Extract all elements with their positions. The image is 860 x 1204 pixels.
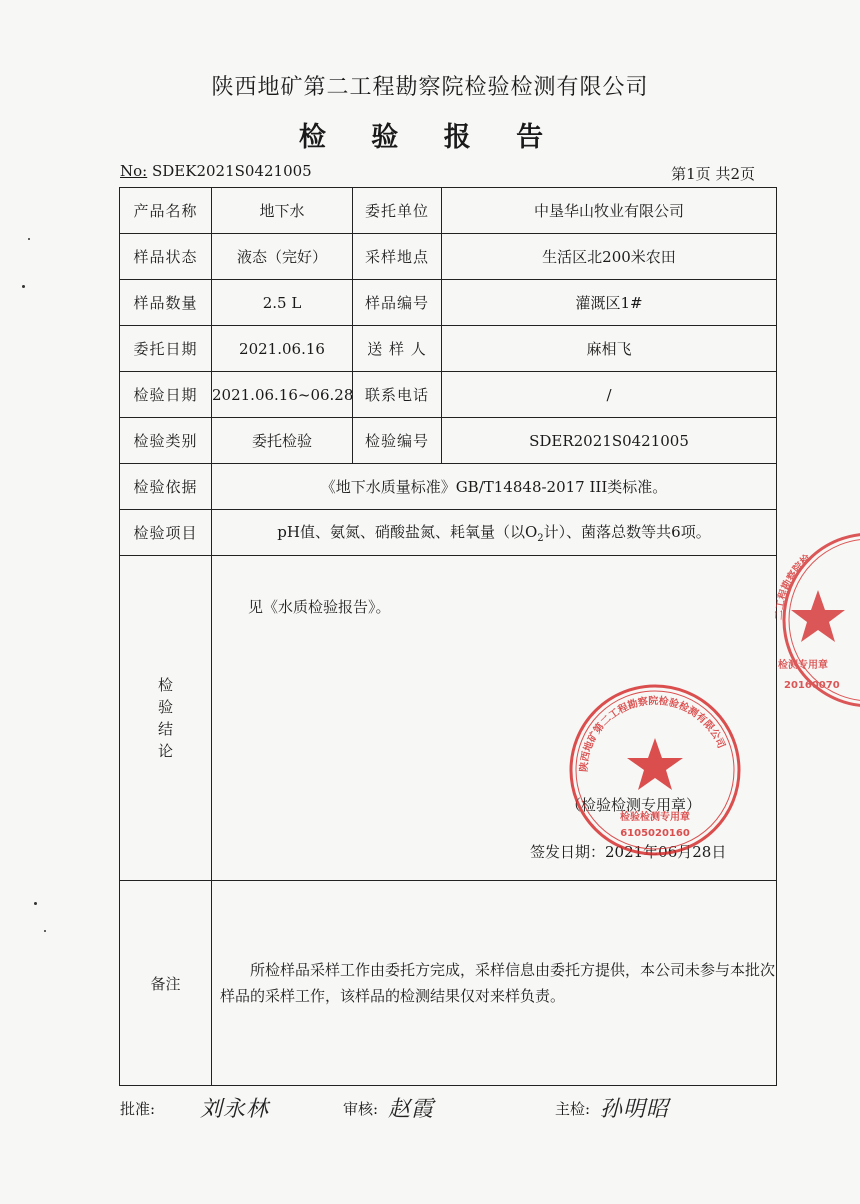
approve-label: 批准:	[120, 1100, 156, 1118]
product-name-value: 地下水	[212, 188, 353, 234]
items-subscript: 2	[537, 533, 544, 544]
chief-signature: 孙明昭	[600, 1097, 670, 1122]
test-date-label: 检验日期	[120, 372, 212, 418]
remarks-text: 所检样品采样工作由委托方完成，采样信息由委托方提供，本公司未参与本批次样品的采样工作，该样品的检测结果仅对来样负责。	[220, 961, 776, 1005]
scan-speck	[22, 285, 25, 288]
conclusion-char: 结	[157, 720, 173, 738]
test-date-value: 2021.06.16~06.28	[212, 372, 353, 418]
table-row	[120, 326, 777, 372]
remarks-content	[212, 881, 777, 1086]
contact-label: 联系电话	[353, 372, 442, 418]
side-seal-ring-text	[773, 551, 814, 621]
table-row	[120, 188, 777, 234]
report-number	[120, 162, 312, 180]
seal-caption: （检验检测专用章）	[566, 796, 702, 814]
basis-value: 《地下水质量标准》GB/T14848-2017 III类标准。	[212, 464, 777, 510]
client-label: 委托单位	[353, 188, 442, 234]
contact-value: /	[442, 372, 777, 418]
commission-date-label: 委托日期	[120, 326, 212, 372]
report-table	[119, 187, 777, 1086]
sample-state-value: 液态（完好）	[212, 234, 353, 280]
items-text-before: pH值、氨氮、硝酸盐氮、耗氧量（以O	[277, 523, 538, 541]
star-icon	[791, 590, 845, 642]
conclusion-char: 验	[157, 698, 173, 716]
sample-no-label: 样品编号	[353, 280, 442, 326]
side-seal-ring-textpath: 二工程勘察院检	[773, 552, 814, 621]
conclusion-char: 论	[157, 742, 173, 760]
test-type-label: 检验类别	[120, 418, 212, 464]
conclusion-label	[120, 556, 212, 881]
conclusion-label-text	[156, 674, 176, 762]
sample-qty-value: 2.5 L	[212, 280, 353, 326]
client-value: 中垦华山牧业有限公司	[442, 188, 777, 234]
sampling-site-label: 采样地点	[353, 234, 442, 280]
seal-ring-textpath: 陕西地矿第二工程勘察院检验检测有限公司	[578, 695, 727, 773]
conclusion-char: 检	[157, 676, 173, 694]
test-type-value: 委托检验	[212, 418, 353, 464]
remarks-label: 备注	[120, 881, 212, 1086]
issue-date: 签发日期：2021年06月28日	[530, 843, 727, 861]
sample-qty-label: 样品数量	[120, 280, 212, 326]
product-name-label: 产品名称	[120, 188, 212, 234]
items-value	[212, 510, 777, 556]
basis-label: 检验依据	[120, 464, 212, 510]
scan-speck	[28, 238, 30, 240]
commission-date-value: 2021.06.16	[212, 326, 353, 372]
conclusion-text: 见《水质检验报告》。	[248, 598, 391, 616]
chief-label: 主检:	[555, 1100, 591, 1118]
sample-no-value: 灌溉区1#	[442, 280, 777, 326]
page-info: 第1页 共2页	[671, 165, 755, 183]
table-row	[120, 464, 777, 510]
review-signature: 赵霞	[388, 1097, 435, 1122]
table-row	[120, 372, 777, 418]
table-row	[120, 280, 777, 326]
side-seal-bottom-text: 检测专用章	[778, 660, 828, 671]
seal-code-text: 6105020160	[620, 828, 690, 839]
scan-speck	[34, 902, 37, 905]
sampling-site-value: 生活区北200米农田	[442, 234, 777, 280]
document-title: 检 验 报 告	[298, 122, 562, 153]
table-row	[120, 418, 777, 464]
report-number-label: No:	[120, 162, 148, 180]
seal-bottom-text: 检验检测专用章	[620, 812, 690, 823]
approve-signature: 刘永林	[200, 1097, 270, 1122]
sender-label: 送 样 人	[353, 326, 442, 372]
review-label: 审核:	[343, 1100, 379, 1118]
inspection-seal-stamp	[565, 680, 745, 860]
side-seal-code-text: 20160070	[784, 680, 840, 691]
table-row	[120, 234, 777, 280]
items-label: 检验项目	[120, 510, 212, 556]
scan-speck	[44, 930, 46, 932]
table-row	[120, 510, 777, 556]
test-no-value: SDER2021S0421005	[442, 418, 777, 464]
sender-value: 麻相飞	[442, 326, 777, 372]
test-no-label: 检验编号	[353, 418, 442, 464]
company-name: 陕西地矿第二工程勘察院检验检测有限公司	[211, 75, 649, 100]
table-row	[120, 881, 777, 1086]
report-number-value: SDEK2021S0421005	[152, 162, 312, 180]
star-icon	[627, 738, 683, 790]
items-text-after: 计）、菌落总数等共6项。	[543, 523, 711, 541]
side-seal-stamp	[770, 530, 860, 710]
sample-state-label: 样品状态	[120, 234, 212, 280]
